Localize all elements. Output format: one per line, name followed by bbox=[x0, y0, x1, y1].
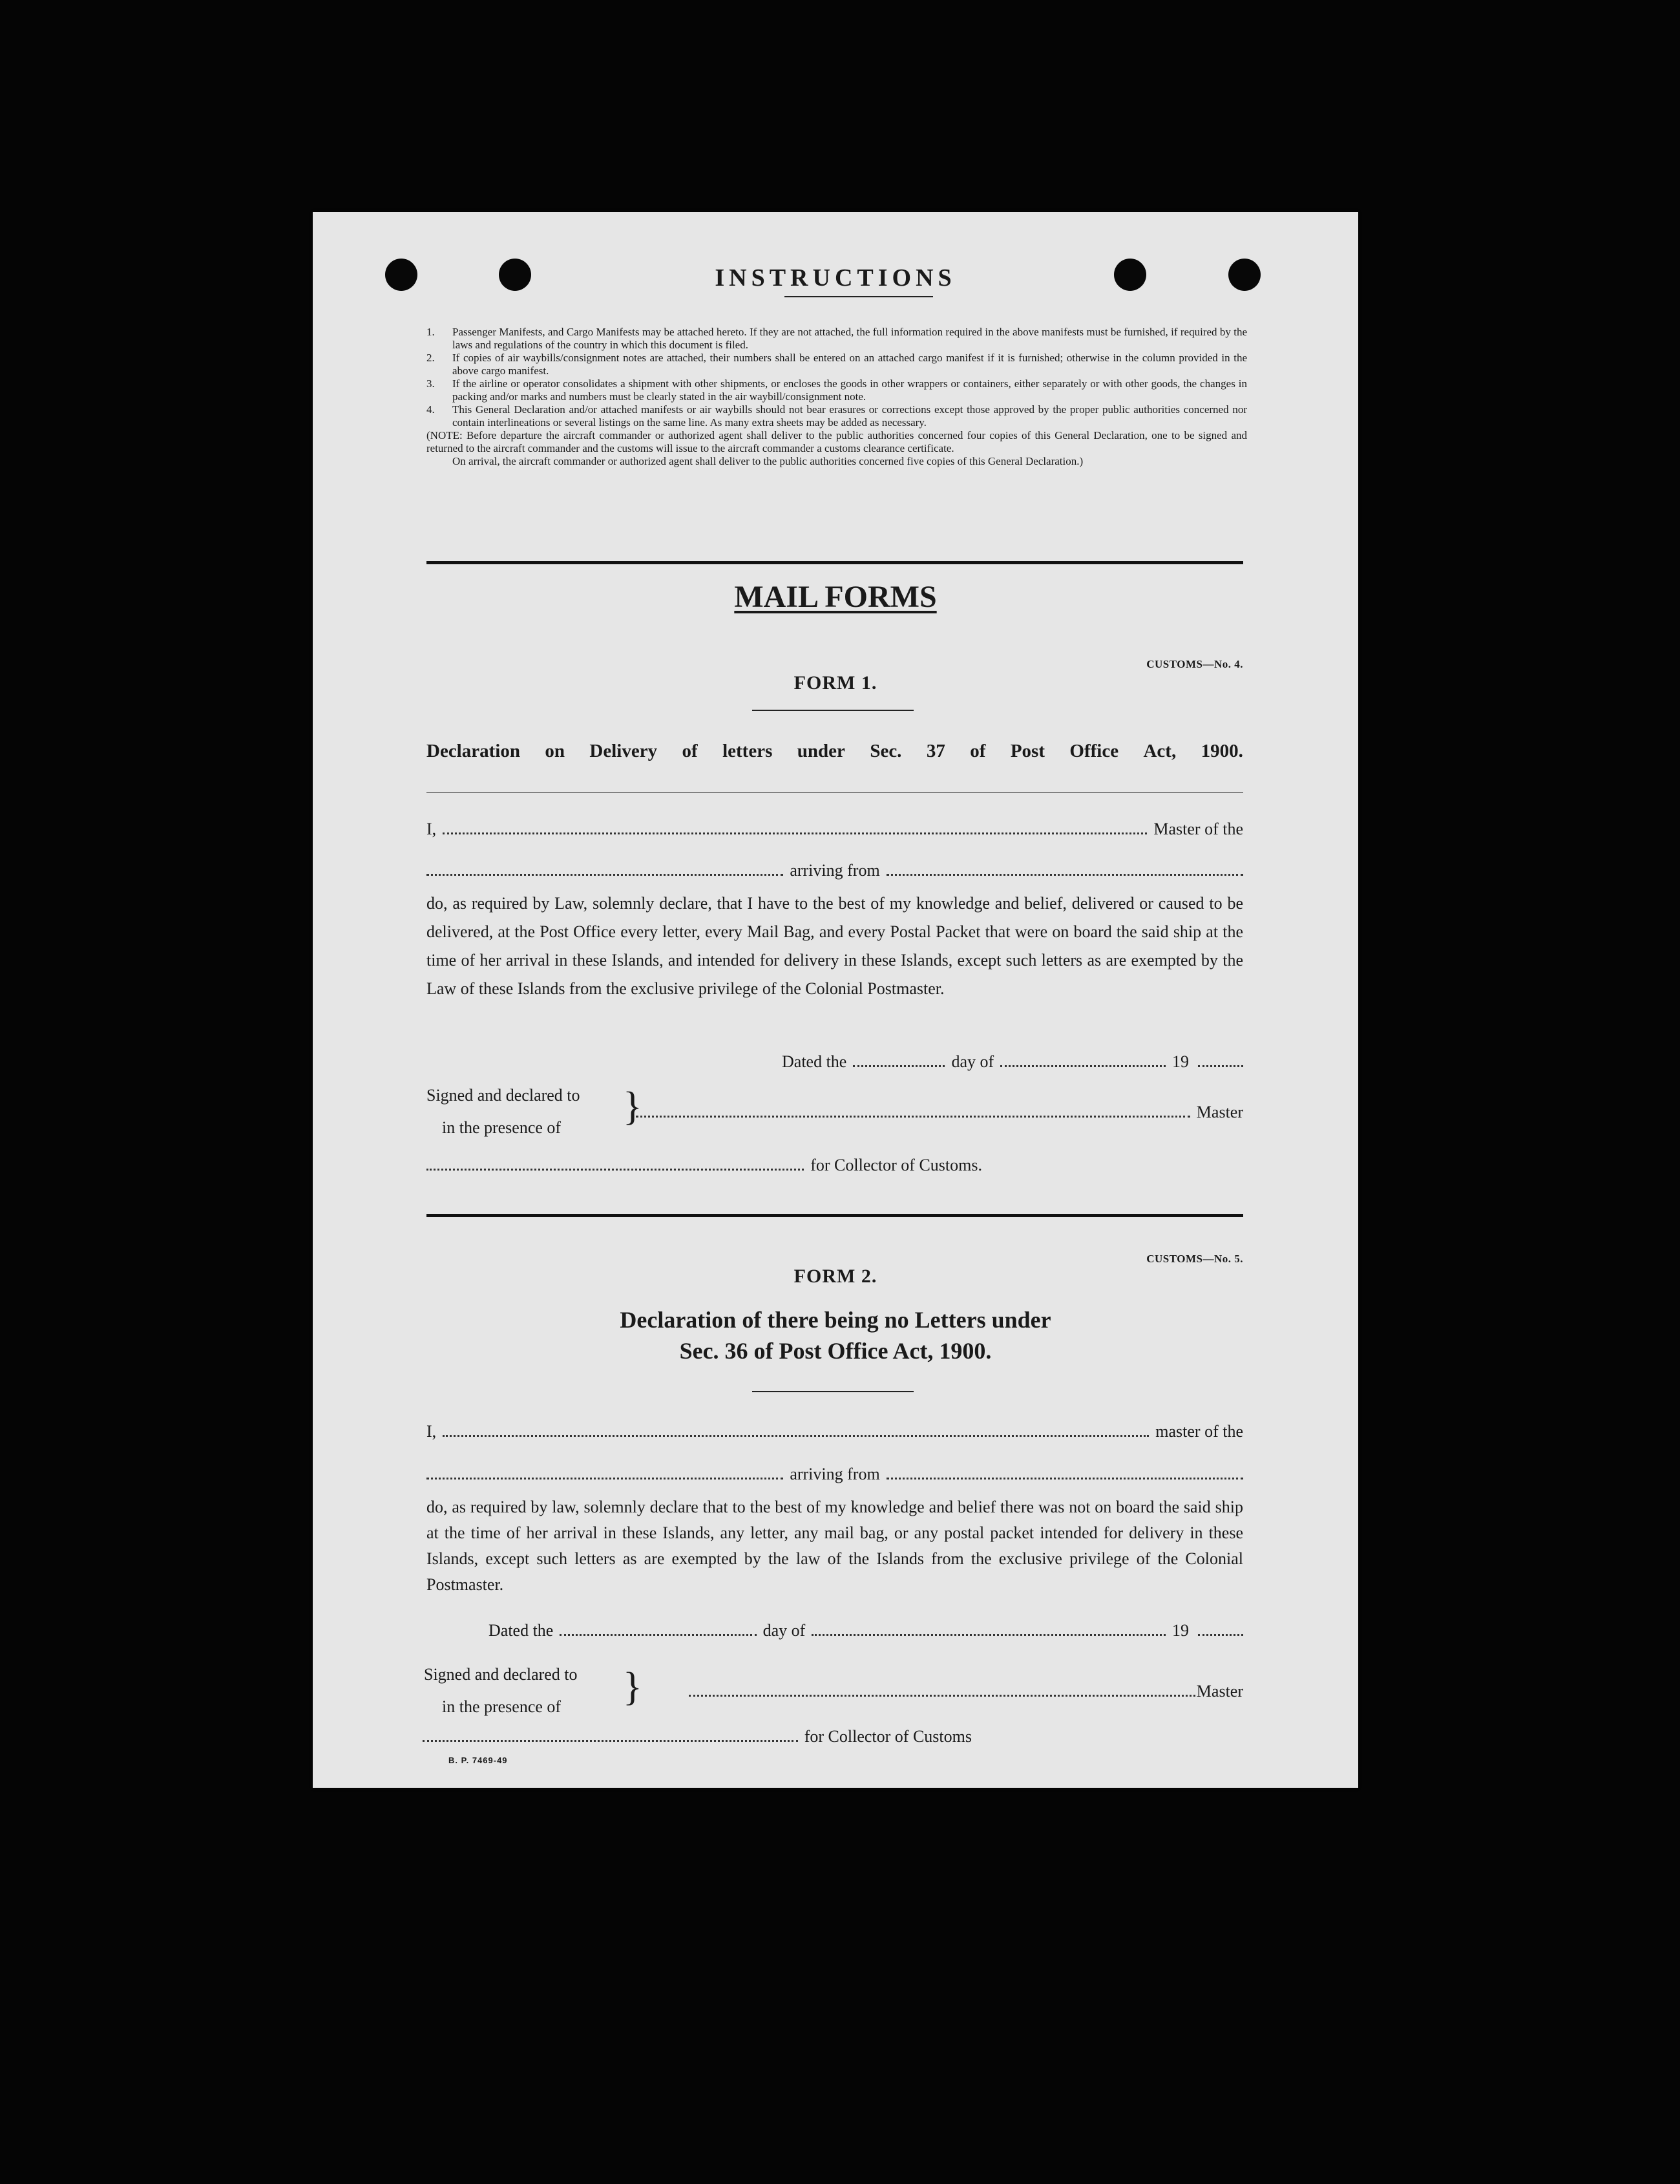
signed-label: Signed and declared to bbox=[424, 1665, 578, 1684]
date-month-field[interactable] bbox=[1000, 1065, 1166, 1067]
section-divider bbox=[426, 1214, 1243, 1217]
instruction-item: 4. This General Declaration and/or attached manifests or air waybills should not bear erasures or corrections except those approved by the proper public authorities concerned nor contain interlineations or several listings on the same line. As many extra sheets may be added as necessary. bbox=[426, 403, 1247, 429]
brace: } bbox=[623, 1665, 642, 1709]
form-1-collector-line: for Collector of Customs. bbox=[426, 1156, 982, 1175]
instruction-item: 3. If the airline or operator consolidates a shipment with other shipments, or encloses the goods in other wrappers or containers, either separately or with other goods, the changes in packing and/or marks and numbers must be clearly stated in the air waybill/consignment note. bbox=[426, 377, 1247, 403]
form-1-arriving-line: arriving from bbox=[426, 861, 1243, 880]
form-2-heading: FORM 2. bbox=[793, 1266, 877, 1287]
divider bbox=[426, 792, 1243, 793]
ship-name-field[interactable] bbox=[426, 1478, 783, 1479]
form-1-body: do, as required by Law, solemnly declare, that I have to the best of my knowledge and belief, delivered or caused to be delivered, at the Post Office every letter, every Mail Bag, and every Postal Packet that were on board the said ship at the time of her arrival in these Islands, and intended for delivery in these Islands, except such letters as are exempted by the Law of these Islands from the exclusive privilege of the Colonial Postmaster. bbox=[426, 894, 1243, 998]
divider bbox=[784, 296, 933, 297]
form-2-arriving-line: arriving from bbox=[426, 1465, 1243, 1484]
signed-label: Signed and declared to bbox=[426, 1086, 580, 1105]
date-day-field[interactable] bbox=[560, 1634, 756, 1636]
form-1-master-line: I, Master of the bbox=[426, 820, 1243, 838]
instructions-list bbox=[426, 326, 1247, 468]
form-1-declaration-title: Declaration on Delivery of letters under Sec. 37 of Post Office Act, 1900. bbox=[426, 741, 1243, 761]
instruction-note: On arrival, the aircraft commander or authorized agent shall deliver to the public authorities concerned five copies of this General Declaration.) bbox=[452, 455, 1084, 467]
document-page bbox=[313, 212, 1358, 1788]
customs-number: CUSTOMS—No. 5. bbox=[1146, 1253, 1243, 1265]
form-1-master-signature: Master bbox=[636, 1103, 1243, 1122]
form-1-heading: FORM 1. bbox=[793, 672, 877, 694]
master-name-field[interactable] bbox=[443, 1435, 1149, 1437]
arriving-from-field[interactable] bbox=[887, 1478, 1243, 1479]
collector-signature-field[interactable] bbox=[426, 1169, 804, 1171]
mail-forms-title: MAIL FORMS bbox=[734, 580, 937, 614]
instructions-title: INSTRUCTIONS bbox=[715, 264, 956, 292]
ship-name-field[interactable] bbox=[426, 874, 783, 876]
date-year-field[interactable] bbox=[1198, 1065, 1243, 1067]
presence-label: in the presence of bbox=[442, 1118, 562, 1137]
arriving-from-field[interactable] bbox=[887, 874, 1243, 876]
brace: } bbox=[623, 1085, 642, 1129]
master-name-field[interactable] bbox=[443, 832, 1147, 834]
form-2-master-signature: Master bbox=[689, 1682, 1243, 1701]
instruction-note: (NOTE: Before departure the aircraft commander or authorized agent shall deliver to the public authorities concerned four copies of this General Declaration, one to be signed and returned to the aircraft commander and the customs will issue to the aircraft commander a customs clearance certificate. bbox=[426, 429, 1247, 454]
date-month-field[interactable] bbox=[812, 1634, 1166, 1636]
divider bbox=[752, 710, 914, 711]
customs-number: CUSTOMS—No. 4. bbox=[1146, 658, 1243, 670]
date-day-field[interactable] bbox=[853, 1065, 945, 1067]
collector-signature-field[interactable] bbox=[423, 1740, 798, 1742]
form-2-dated-line: Dated the day of 19 bbox=[488, 1621, 1243, 1640]
section-divider bbox=[426, 561, 1243, 564]
date-year-field[interactable] bbox=[1198, 1634, 1243, 1636]
instruction-item: 2. If copies of air waybills/consignment notes are attached, their numbers shall be entered on an attached cargo manifest if it is furnished; otherwise in the column provided in the above cargo manifest. bbox=[426, 352, 1247, 377]
form-1-dated-line: Dated the day of 19 bbox=[782, 1052, 1243, 1072]
print-code: B. P. 7469-49 bbox=[448, 1755, 508, 1765]
form-2-master-line: I, master of the bbox=[426, 1422, 1243, 1441]
form-2-collector-line: for Collector of Customs bbox=[423, 1727, 972, 1746]
presence-label: in the presence of bbox=[442, 1697, 562, 1716]
master-signature-field[interactable] bbox=[689, 1695, 1195, 1697]
divider bbox=[752, 1391, 914, 1392]
form-2-body: do, as required by law, solemnly declare that to the best of my knowledge and belief there was not on board the said ship at the time of her arrival in these Islands, any letter, any mail bag, or any postal packet intended for delivery in these Islands, except such letters as are exempted by the law of the Islands from the exclusive privilege of the Colonial Postmaster. bbox=[426, 1498, 1243, 1594]
master-signature-field[interactable] bbox=[636, 1116, 1190, 1118]
form-2-declaration-title: Declaration of there being no Letters under Sec. 36 of Post Office Act, 1900. bbox=[620, 1307, 1051, 1364]
instruction-item: 1. Passenger Manifests, and Cargo Manifests may be attached hereto. If they are not attached, the full information required in the above manifests must be furnished, if required by the laws and regulations of the country in which this document is filed. bbox=[426, 326, 1247, 351]
